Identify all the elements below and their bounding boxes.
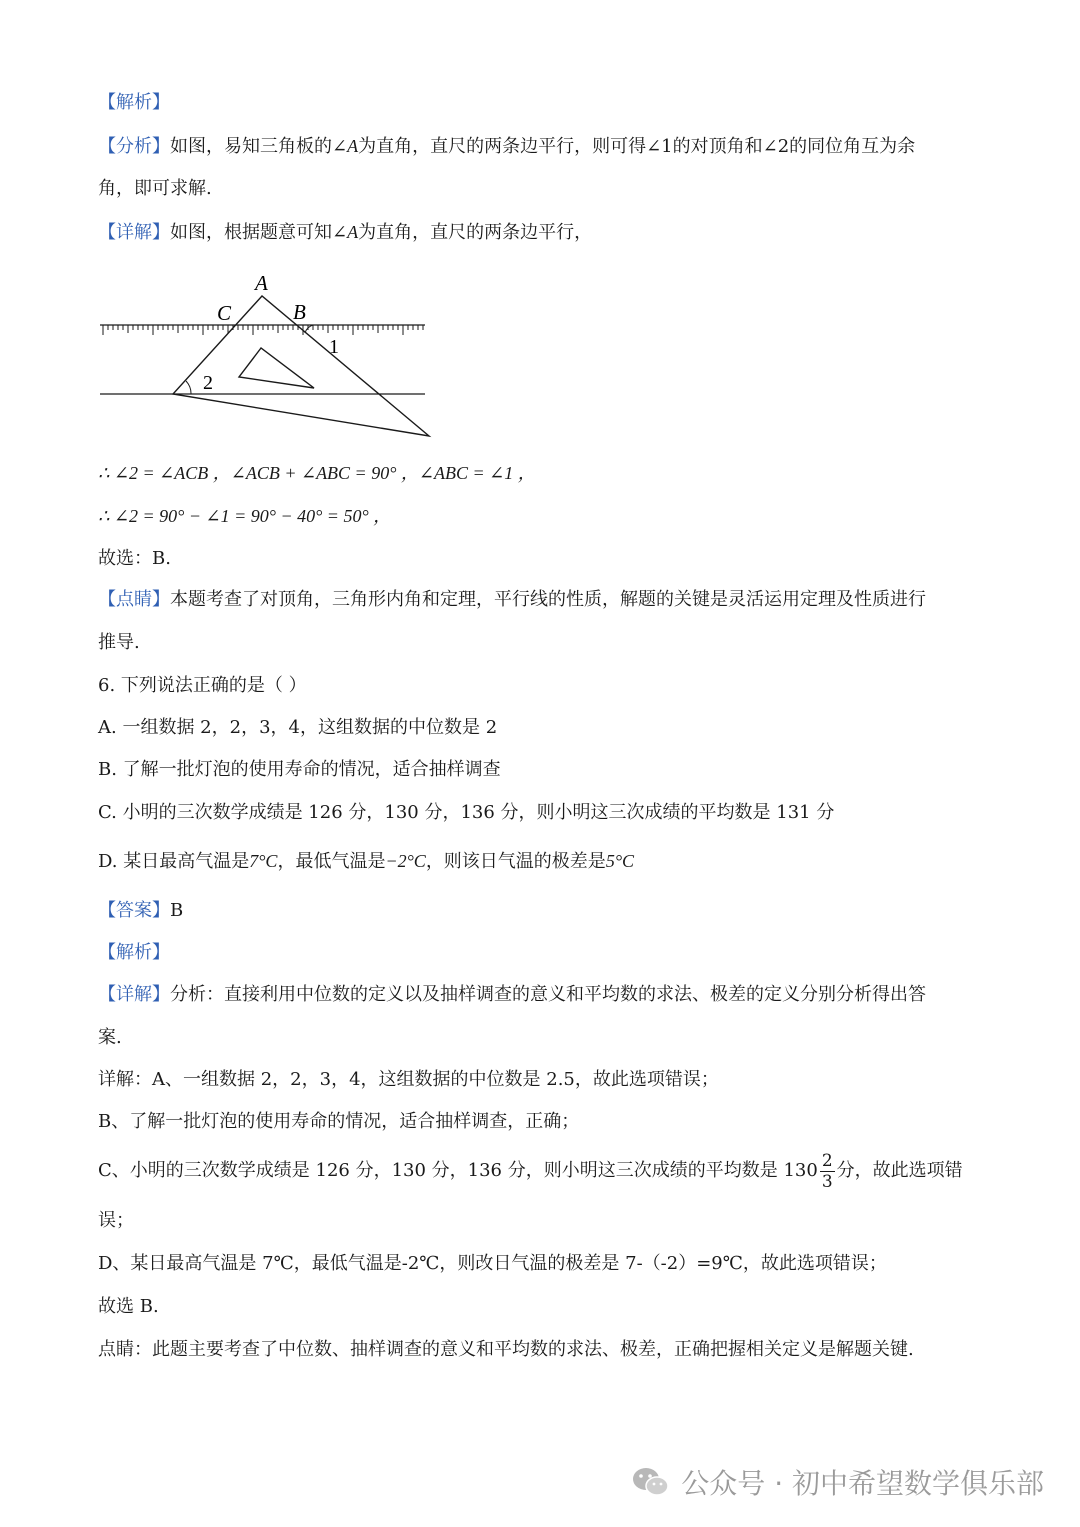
- option-c: C. 小明的三次数学成绩是 126 分，130 分，136 分，则小明这三次成绩的平均数是 131 分: [98, 802, 835, 823]
- footer-watermark: [631, 1462, 1044, 1502]
- detail2-line3: 详解：A、一组数据 2，2，3，4，这组数据的中位数是 2.5，故此选项错误；: [98, 1069, 719, 1090]
- analysis-tag: 【分析】: [98, 136, 170, 157]
- analysis-header-2: 【解析】: [98, 942, 170, 963]
- comment-paragraph-line2: 推导.: [98, 632, 140, 653]
- detail2-line7: D、某日最高气温是 7℃，最低气温是-2℃，则改日气温的极差是 7-（-2）=9℃，故此选项错误；: [98, 1253, 887, 1274]
- detail2-line5: [98, 1148, 963, 1194]
- analysis-paragraph-line2: 角，即可求解.: [98, 178, 212, 199]
- detail2-tag: 【详解】: [98, 984, 170, 1005]
- detail-paragraph-line1: [98, 219, 592, 246]
- detail2-line4: B、了解一批灯泡的使用寿命的情况，适合抽样调查，正确；: [98, 1111, 580, 1132]
- fraction-numerator: 2: [821, 1150, 833, 1171]
- option-d-range: 5°C: [605, 851, 635, 871]
- fraction-denominator: 3: [821, 1171, 833, 1192]
- conclusion-1: 故选：B.: [98, 548, 171, 569]
- detail2-text: 分析：直接利用中位数的定义以及抽样调查的意义和平均数的求法、极差的定义分别分析得出答: [170, 984, 926, 1005]
- fraction-two-thirds: [820, 1151, 835, 1192]
- label-2: 2: [203, 372, 213, 394]
- angle-2-arc: [186, 381, 191, 394]
- comment-text-a: 本题考查了对顶角，三角形内角和定理，平行线的性质，解题的关键是灵活运用定理及性质进行: [170, 589, 926, 610]
- label-1: 1: [329, 336, 339, 358]
- detail2-line5-a: C、小明的三次数学成绩是 126 分，130 分，136 分，则小明这三次成绩的平均数是 130: [98, 1160, 818, 1181]
- detail-text-a: 如图，根据题意可知: [170, 222, 332, 243]
- option-d-text-a: D. 某日最高气温是: [98, 851, 250, 872]
- geometry-figure: [95, 270, 440, 442]
- label-a: A: [255, 271, 268, 295]
- set-square-inner: [239, 348, 314, 388]
- analysis-text-a: 如图，易知三角板的: [170, 136, 332, 157]
- answer-tag: 【答案】: [98, 900, 170, 921]
- comment-tag: 【点睛】: [98, 589, 170, 610]
- detail2-line1: [98, 982, 926, 1008]
- angle-a-symbol-2: ∠A: [332, 222, 359, 242]
- option-d: [98, 848, 634, 875]
- option-a: A. 一组数据 2，2，3，4，这组数据的中位数是 2: [98, 717, 498, 738]
- angle-1-arc: [305, 325, 313, 333]
- detail2-line2: 案.: [98, 1027, 122, 1048]
- option-d-temp-high: 7°C: [249, 851, 278, 871]
- wechat-icon: [631, 1466, 671, 1498]
- label-b: B: [293, 300, 306, 324]
- ruler-ticks: [103, 325, 423, 335]
- answer-line: [98, 898, 183, 924]
- therefore-line1: ∴ ∠2 = ∠ACB ，∠ACB + ∠ABC = 90° ，∠ABC = ∠1 ，: [98, 463, 536, 483]
- detail2-line9: 点睛：此题主要考查了中位数、抽样调查的意义和平均数的求法、极差，正确把握相关定义是解题关键.: [98, 1339, 914, 1360]
- detail2-line6: 误；: [98, 1210, 134, 1231]
- detail2-line8: 故选 B.: [98, 1296, 159, 1317]
- question-6-stem: 6. 下列说法正确的是（ ）: [98, 675, 307, 696]
- footer-text: 公众号 · 初中希望数学俱乐部: [681, 1467, 1044, 1500]
- option-d-text-c: ，则该日气温的极差是: [425, 851, 606, 872]
- angle-a-symbol: ∠A: [332, 136, 359, 156]
- option-d-temp-low: −2°C: [385, 851, 426, 871]
- comment-paragraph-line1: [98, 587, 926, 613]
- option-d-text-b: ，最低气温是: [277, 851, 386, 872]
- option-b: B. 了解一批灯泡的使用寿命的情况，适合抽样调查: [98, 759, 501, 780]
- therefore-line2: ∴ ∠2 = 90° − ∠1 = 90° − 40° = 50° ，: [98, 506, 392, 526]
- analysis-text-b: 为直角，直尺的两条边平行，则可得∠1的对顶角和∠2的同位角互为余: [358, 136, 916, 157]
- detail2-line5-b: 分，故此选项错: [836, 1160, 963, 1181]
- label-c: C: [217, 301, 232, 325]
- analysis-header: 【解析】: [98, 92, 170, 113]
- analysis-paragraph-line1: [98, 133, 915, 160]
- detail-tag: 【详解】: [98, 222, 170, 243]
- answer-value: B: [170, 900, 184, 921]
- detail-text-b: 为直角，直尺的两条边平行，: [358, 222, 593, 243]
